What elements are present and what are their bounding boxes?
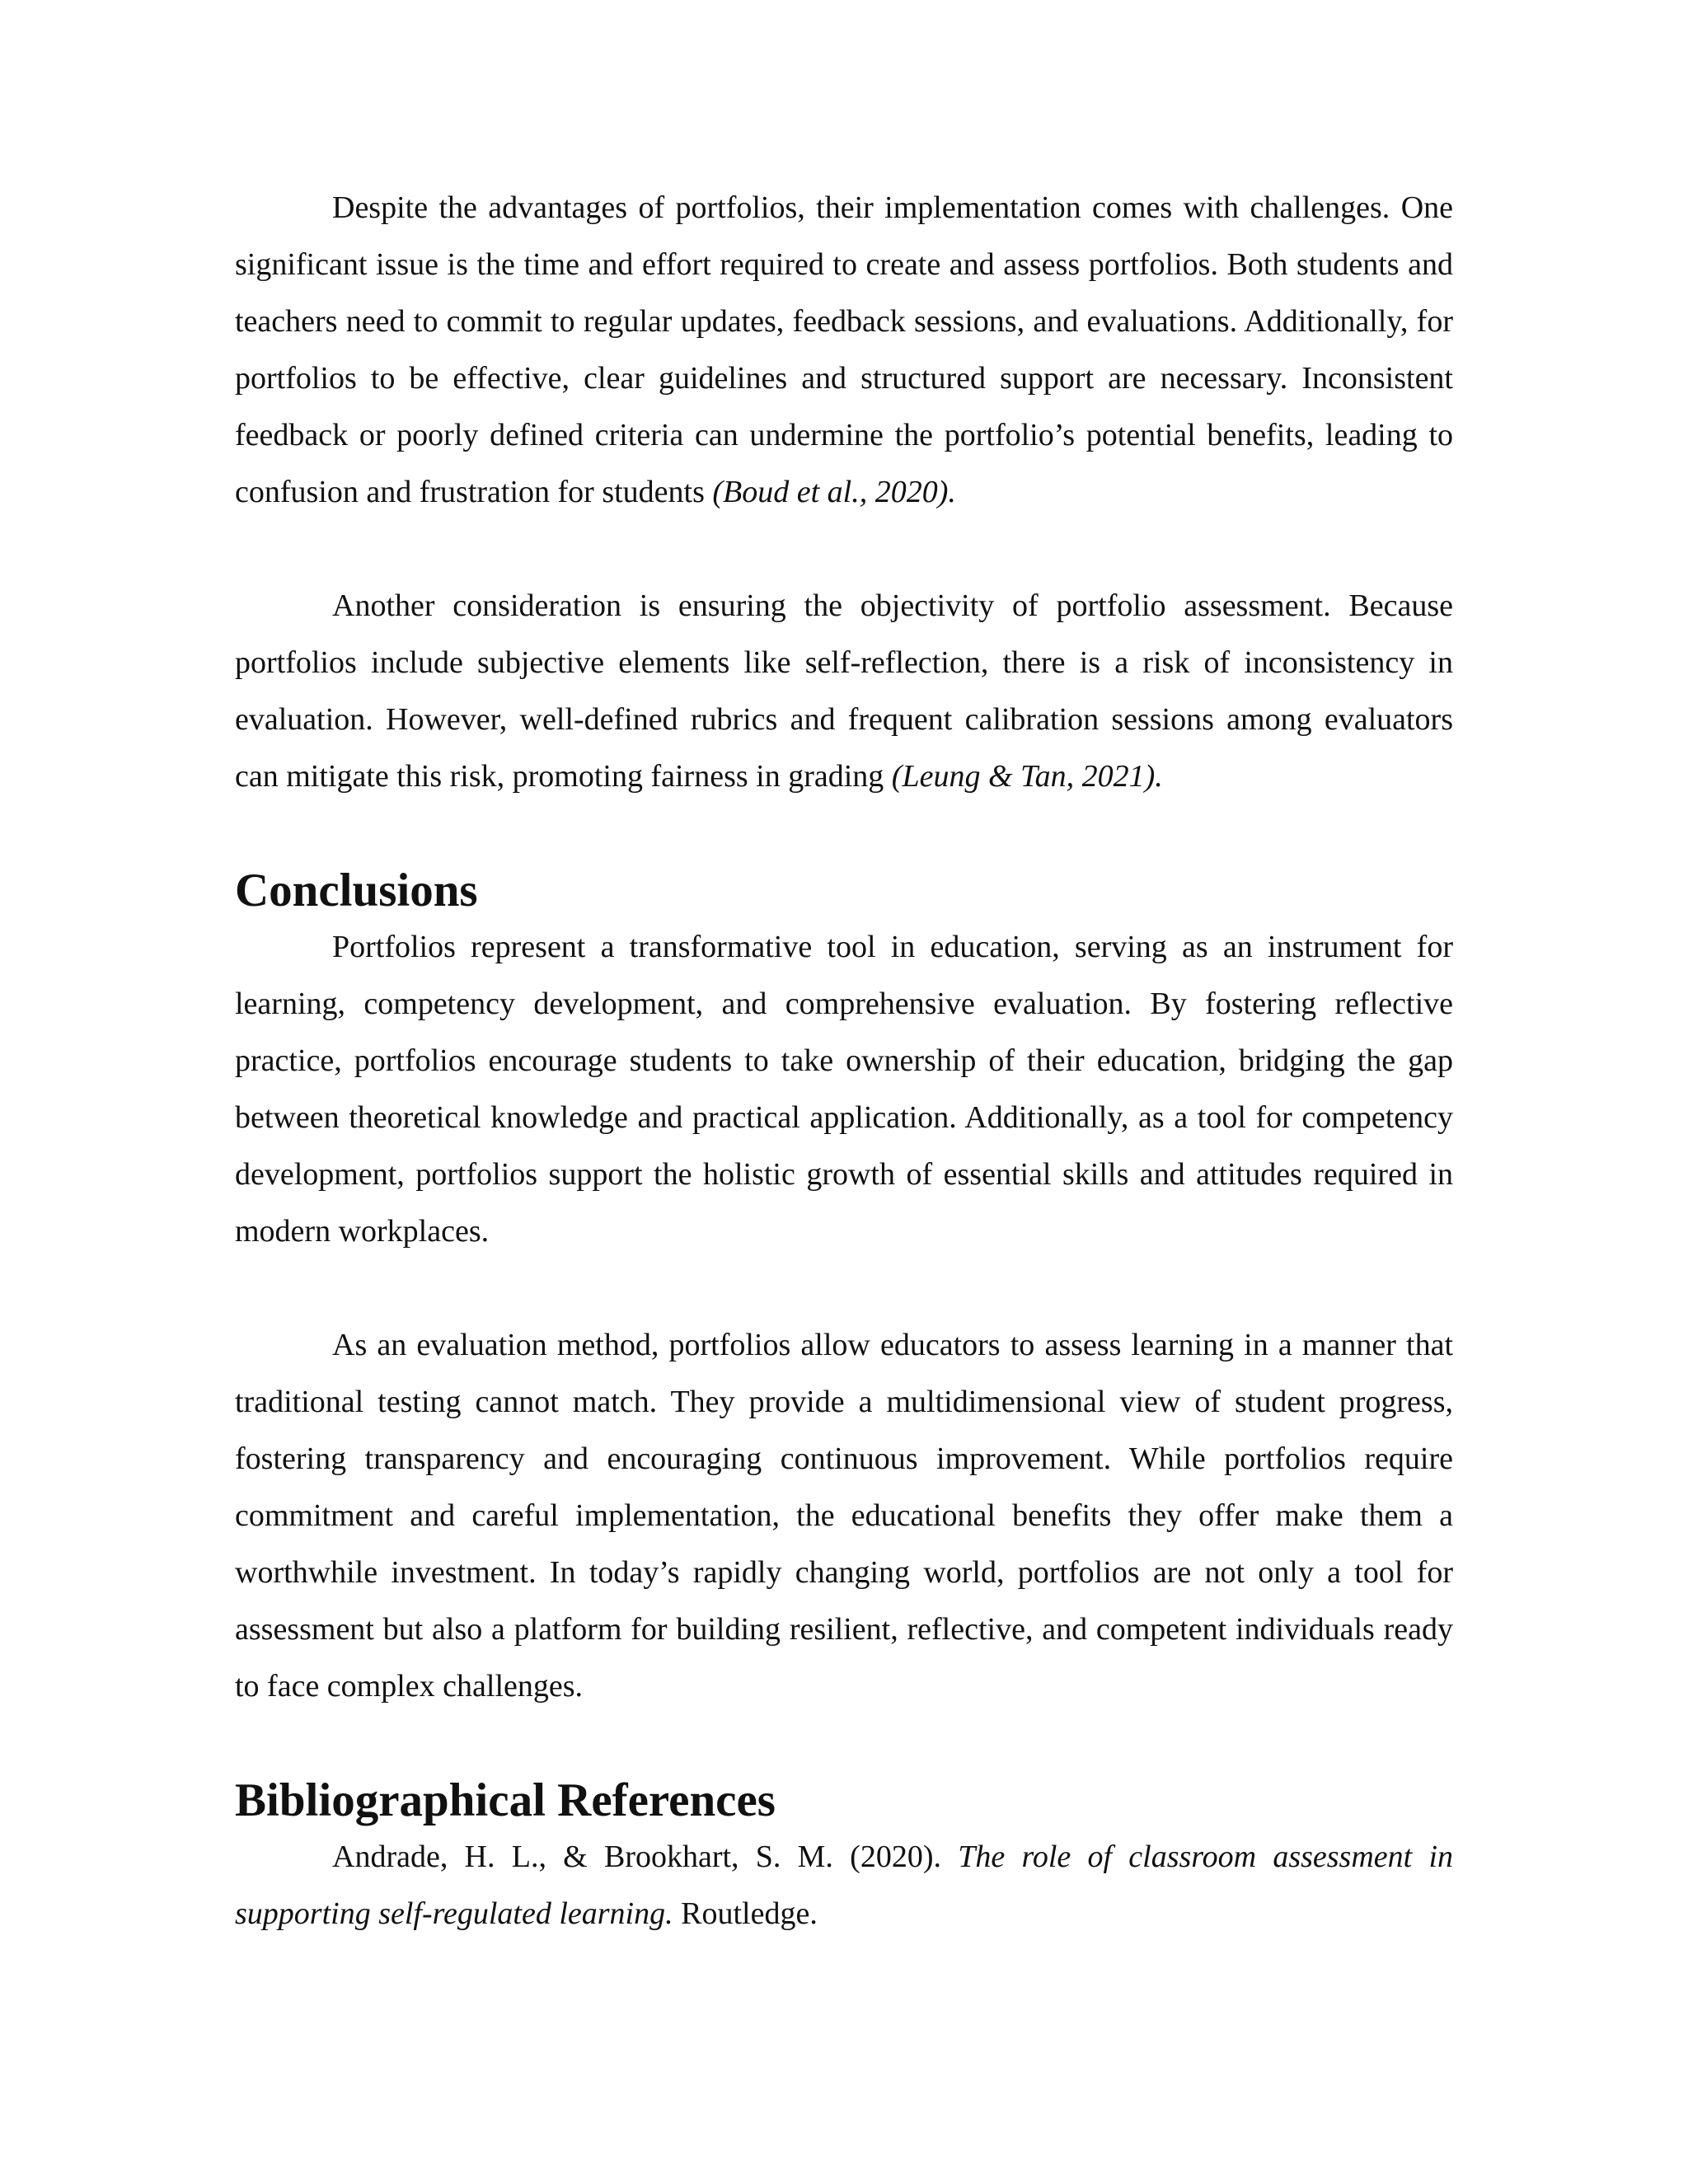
citation-leung: (Leung & Tan, 2021). [891,759,1163,794]
reference-entry [235,1829,1453,1943]
heading-conclusions: Conclusions [235,865,478,916]
paragraph-text: Another consideration is ensuring the objectivity of portfolio assessment. Because portfolios include subjective elements like self-reflection, there is a risk of inconsistency in evaluation. However, well-defined rubrics and frequent calibration sessions among evaluators can mitigate this risk, promoting fairness in grading [235,588,1453,794]
reference-authors: Andrade, H. L., & Brookhart, S. M. (2020). [332,1840,959,1874]
paragraph-gap [235,1260,1453,1317]
paragraph-gap [235,805,1453,862]
paragraph-text: Despite the advantages of portfolios, their implementation comes with challenges. One significant issue is the time and effort required to create and assess portfolios. Both students and teachers need to commit to regular updates, feedback sessions, and evaluations. Additionally, for portfolios to be effective, clear guidelines and structured support are necessary. Inconsistent feedback or poorly defined criteria can undermine the portfolio’s potential benefits, leading to confusion and frustration for students [235,190,1453,509]
paragraph-challenges [235,180,1453,521]
citation-boud: (Boud et al., 2020). [712,475,956,509]
paragraph-gap [235,521,1453,578]
paragraph-objectivity [235,578,1453,805]
paragraph-conclusions-2: As an evaluation method, portfolios allow educators to assess learning in a manner that traditional testing cannot match. They provide a multidimensional view of student progress, fostering transparency and encouraging continuous improvement. While portfolios require commitment and careful implementation, the educational benefits they offer make them a worthwhile investment. In today’s rapidly changing world, portfolios are not only a tool for assessment but also a platform for building resilient, reflective, and competent individuals ready to face complex challenges. [235,1328,1453,1704]
reference-publisher: Routledge. [673,1896,818,1931]
paragraph-conclusions-1: Portfolios represent a transformative tool in education, serving as an instrument for learning, competency development, and comprehensive evaluation. By fostering reflective practice, portfolios encourage students to take ownership of their education, bridging the gap between theoretical knowledge and practical application. Additionally, as a tool for competency development, portfolios support the holistic growth of essential skills and attitudes required in modern workplaces. [235,930,1453,1249]
heading-references: Bibliographical References [235,1774,776,1826]
reference-title: The role of classroom assessment in supporting self-regulated learning. [235,1840,1454,1931]
document-page [235,180,1453,1943]
paragraph-gap [235,1715,1453,1772]
